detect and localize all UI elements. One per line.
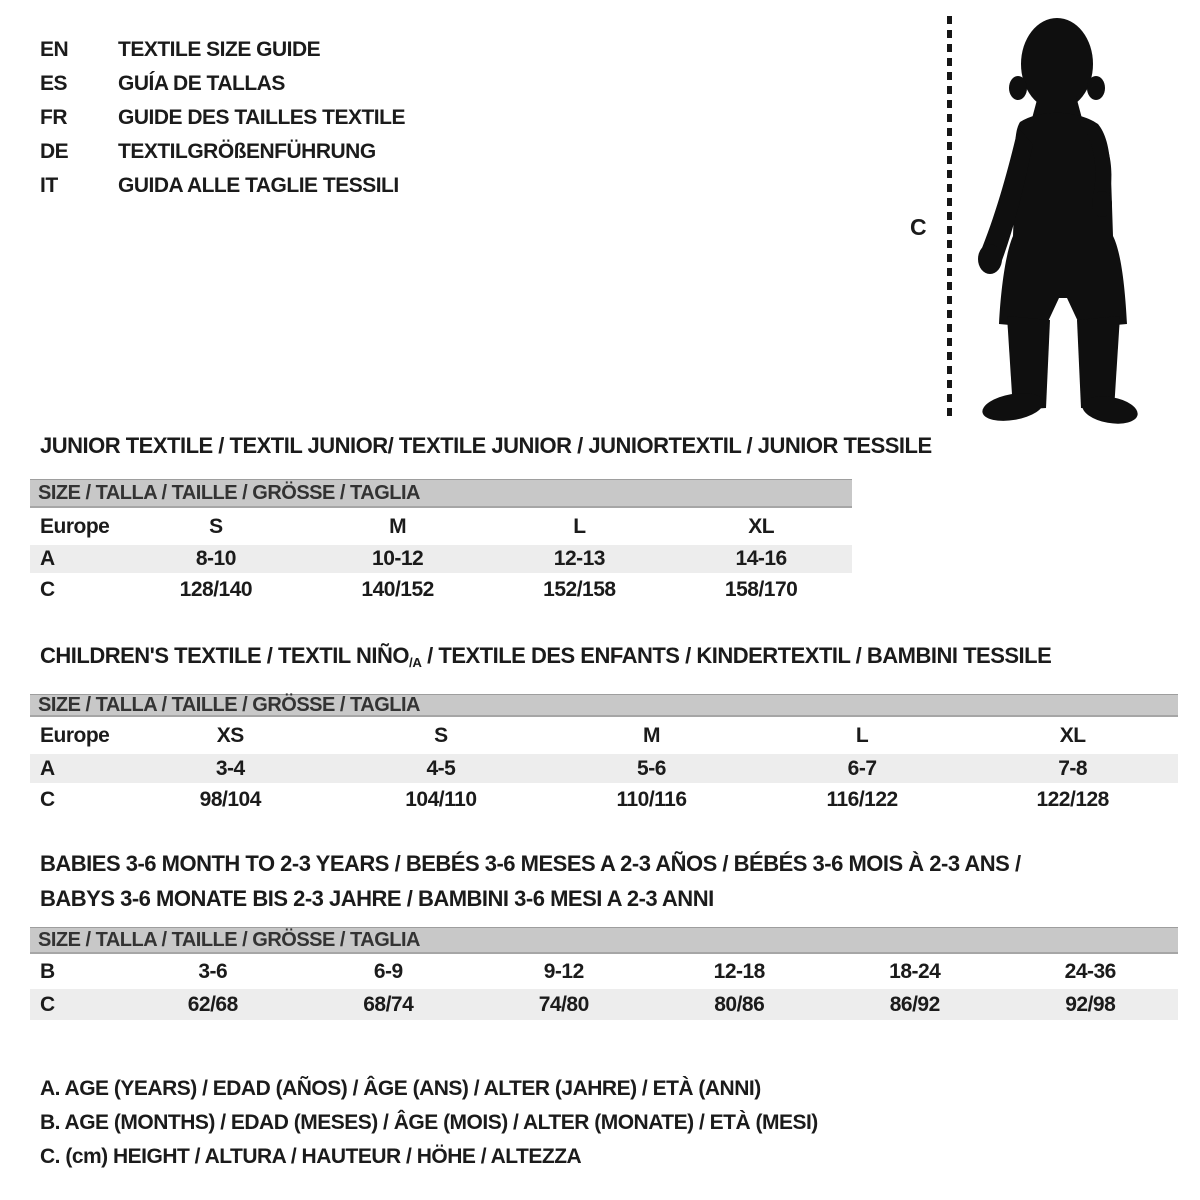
- row-label: C: [40, 992, 55, 1016]
- legend-block: [40, 1072, 818, 1174]
- language-code: FR: [40, 106, 67, 129]
- size-header-band: SIZE / TALLA / TAILLE / GRÖSSE / TAGLIA: [30, 927, 1178, 954]
- height-cell: 122/128: [1036, 788, 1109, 811]
- height-cell: 152/158: [543, 578, 616, 601]
- language-title: TEXTILE SIZE GUIDE: [118, 38, 321, 61]
- language-title: TEXTILGRÖßENFÜHRUNG: [118, 140, 376, 163]
- legend-age-months: B. AGE (MONTHS) / EDAD (MESES) / ÂGE (MOIS) / ALTER (MONATE) / ETÀ (MESI): [40, 1111, 818, 1134]
- babies-title-line1: BABIES 3-6 MONTH TO 2-3 YEARS / BEBÉS 3-6 MESES A 2-3 AÑOS / BÉBÉS 3-6 MOIS À 2-3 ANS /: [40, 851, 1021, 876]
- age-cell: 6-7: [847, 756, 877, 780]
- language-title: GUIDE DES TAILLES TEXTILE: [118, 106, 405, 129]
- size-cell: XL: [1059, 723, 1086, 747]
- size-cell: M: [389, 514, 407, 538]
- row-label: C: [40, 788, 55, 811]
- size-cell: XS: [216, 723, 244, 747]
- row-label: B: [40, 959, 55, 983]
- height-cell: 74/80: [538, 992, 589, 1016]
- months-cell: 18-24: [889, 959, 941, 983]
- table-row-months: [30, 954, 1178, 989]
- children-section-title: [40, 643, 1051, 675]
- months-cell: 9-12: [543, 959, 584, 983]
- height-cell: 110/116: [616, 788, 687, 811]
- months-cell: 12-18: [713, 959, 765, 983]
- height-cell: 128/140: [179, 578, 253, 601]
- language-title: GUIDA ALLE TAGLIE TESSILI: [118, 174, 399, 197]
- language-row-it: [40, 169, 405, 203]
- legend-height-cm: C. (cm) HEIGHT / ALTURA / HAUTEUR / HÖHE / ALTEZZA: [40, 1145, 582, 1168]
- table-row-europe: [30, 508, 852, 545]
- language-row-fr: [40, 101, 405, 135]
- language-row-es: [40, 67, 405, 101]
- language-code: DE: [40, 140, 69, 163]
- table-row-height: [30, 989, 1178, 1020]
- age-cell: 14-16: [735, 547, 787, 570]
- babies-size-table: [30, 927, 1178, 1020]
- row-label: A: [40, 547, 55, 570]
- size-cell: S: [434, 723, 448, 747]
- children-size-table: [30, 694, 1178, 817]
- size-cell: S: [209, 514, 223, 538]
- language-code: IT: [40, 174, 58, 197]
- age-cell: 12-13: [553, 547, 605, 570]
- months-cell: 24-36: [1064, 959, 1116, 983]
- language-title-block: [40, 33, 405, 203]
- height-cell: 62/68: [187, 992, 238, 1016]
- height-cell: 116/122: [826, 788, 898, 811]
- row-label: Europe: [40, 514, 110, 538]
- height-cell: 80/86: [714, 992, 765, 1016]
- height-marker-label: C: [910, 214, 927, 240]
- height-cell: 92/98: [1065, 992, 1116, 1016]
- table-row-height: [30, 783, 1178, 817]
- children-title-post: / TEXTILE DES ENFANTS / KINDERTEXTIL / BAMBINI TESSILE: [421, 643, 1052, 668]
- height-cell: 140/152: [361, 578, 434, 601]
- table-row-europe: [30, 717, 1178, 754]
- size-cell: L: [855, 723, 869, 747]
- height-cell: 68/74: [363, 992, 414, 1016]
- size-cell: XL: [748, 514, 775, 538]
- height-cell: 98/104: [199, 788, 261, 811]
- language-code: ES: [40, 72, 68, 95]
- language-code: EN: [40, 38, 69, 61]
- babies-title-line2: BABYS 3-6 MONATE BIS 2-3 JAHRE / BAMBINI 3-6 MESI A 2-3 ANNI: [40, 886, 714, 911]
- table-row-age: [30, 754, 1178, 783]
- height-cell: 158/170: [724, 578, 798, 601]
- language-row-de: [40, 135, 405, 169]
- age-cell: 5-6: [637, 756, 666, 780]
- children-title-pre: CHILDREN'S TEXTILE / TEXTIL NIÑO: [40, 643, 409, 668]
- height-cell: 104/110: [405, 788, 477, 811]
- row-label: Europe: [40, 723, 110, 747]
- junior-size-table: [30, 479, 852, 607]
- language-row-en: [40, 33, 405, 67]
- row-label: A: [40, 756, 55, 780]
- table-row-age: [30, 545, 852, 573]
- size-cell: L: [573, 514, 586, 538]
- months-cell: 3-6: [198, 959, 228, 983]
- toddler-silhouette: [960, 12, 1145, 424]
- age-cell: 7-8: [1058, 756, 1088, 780]
- junior-section-title: JUNIOR TEXTILE / TEXTIL JUNIOR/ TEXTILE JUNIOR / JUNIORTEXTIL / JUNIOR TESSILE: [40, 433, 932, 458]
- height-cell: 86/92: [889, 992, 940, 1016]
- legend-age-years: A. AGE (YEARS) / EDAD (AÑOS) / ÂGE (ANS) / ALTER (JAHRE) / ETÀ (ANNI): [40, 1077, 761, 1100]
- row-label: C: [40, 578, 55, 601]
- size-header-band: SIZE / TALLA / TAILLE / GRÖSSE / TAGLIA: [30, 479, 852, 508]
- babies-section-title: [40, 846, 1021, 916]
- age-cell: 10-12: [372, 547, 424, 570]
- children-title-sub: /A: [408, 654, 422, 670]
- size-header-band: SIZE / TALLA / TAILLE / GRÖSSE / TAGLIA: [30, 694, 1178, 717]
- height-dashed-line: [947, 16, 952, 420]
- table-row-height: [30, 573, 852, 607]
- age-cell: 4-5: [426, 756, 456, 780]
- language-title: GUÍA DE TALLAS: [118, 72, 285, 95]
- age-cell: 3-4: [215, 756, 245, 780]
- size-cell: M: [642, 723, 660, 747]
- age-cell: 8-10: [195, 547, 236, 570]
- months-cell: 6-9: [373, 959, 403, 983]
